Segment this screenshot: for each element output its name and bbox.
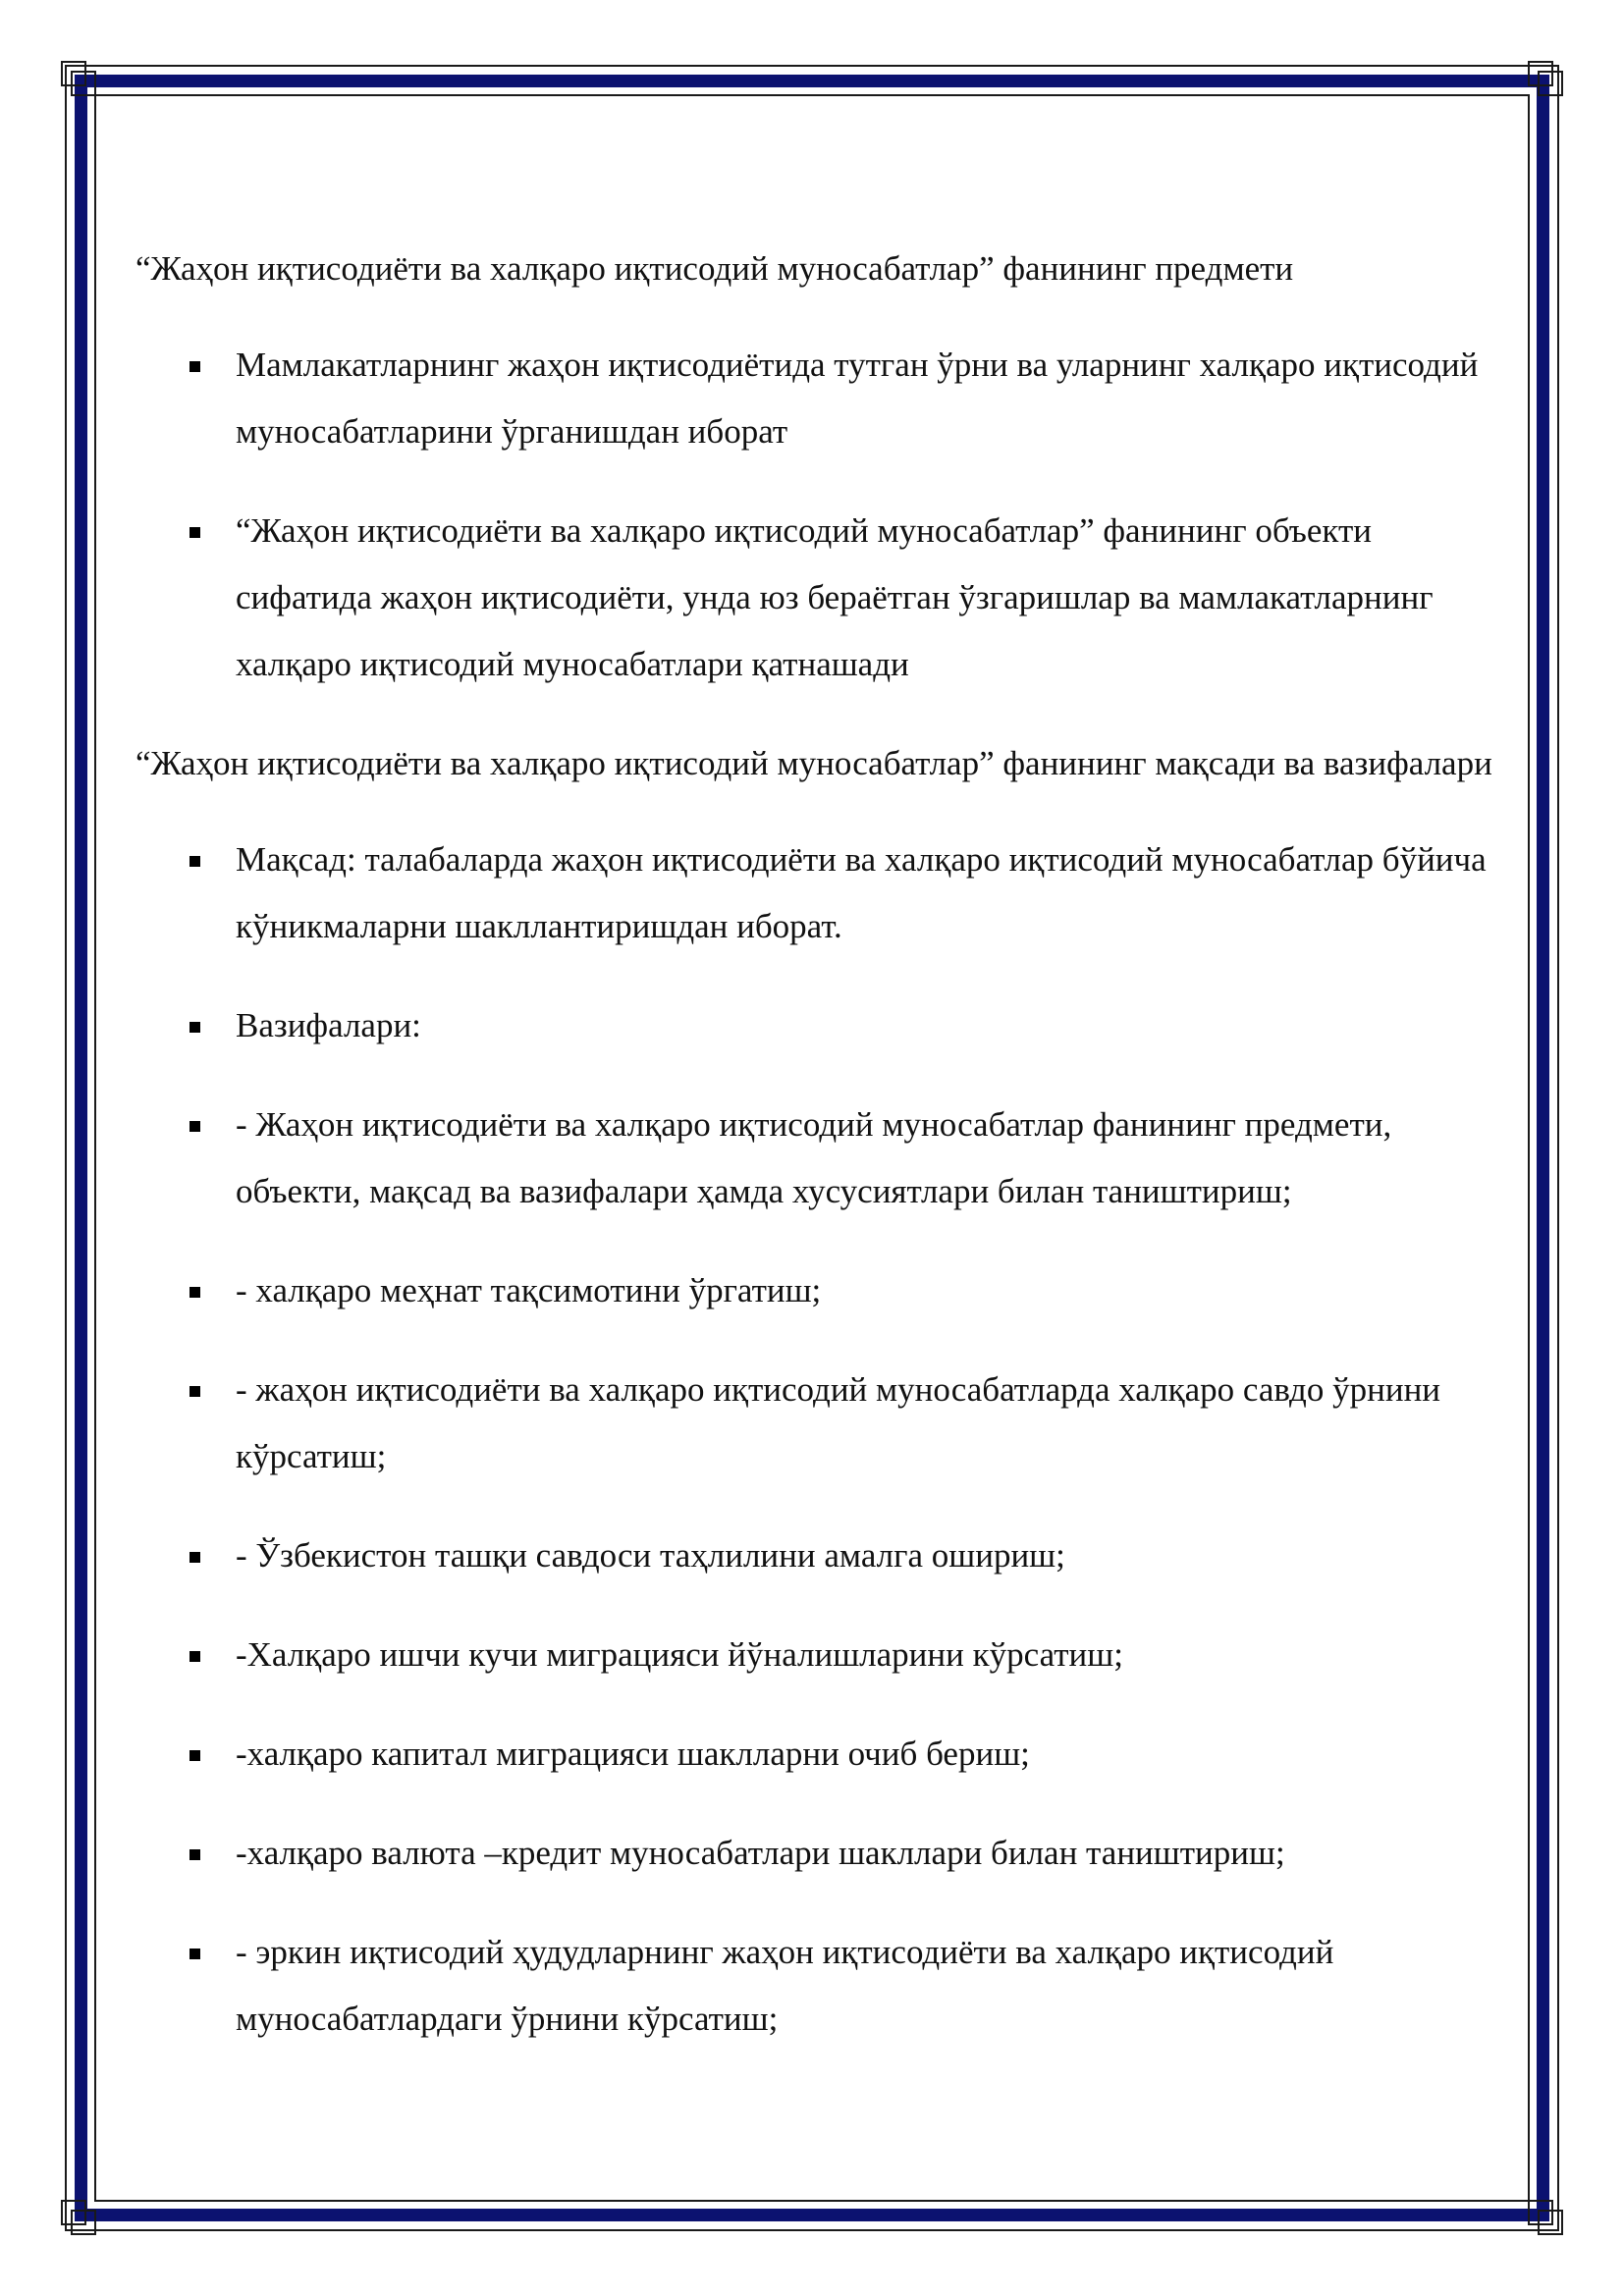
list-item <box>135 1721 1510 1788</box>
list-item-text: - жаҳон иқтисодиёти ва халқаро иқтисодий муносабатларда халқаро савдо ўрнини кўрсатиш; <box>236 1370 1441 1475</box>
list-item <box>135 827 1510 960</box>
list-item <box>135 1092 1510 1225</box>
list-item-text: Мамлакатларнинг жаҳон иқтисодиётида тутган ўрни ва уларнинг халқаро иқтисодий муносабатларини ўрганишдан иборат <box>236 346 1479 451</box>
list-item-text: “Жаҳон иқтисодиёти ва халқаро иқтисодий муносабатлар” фанининг объекти сифатида жаҳон иқтисодиёти, унда юз бераётган ўзгаришлар ва мамлакатларнинг халқаро иқтисодий муносабатлари қатнашади <box>236 511 1434 683</box>
list-item <box>135 1919 1510 2053</box>
list-item-text: Вазифалари: <box>236 1006 421 1044</box>
border-corner-ornament <box>61 2200 96 2235</box>
list-item <box>135 992 1510 1059</box>
square-bullet-icon <box>189 1386 200 1397</box>
square-bullet-icon <box>189 1849 200 1860</box>
border-corner-ornament <box>1528 2200 1563 2235</box>
list-item <box>135 1622 1510 1688</box>
square-bullet-icon <box>189 1552 200 1563</box>
list-item <box>135 498 1510 698</box>
square-bullet-icon <box>189 1121 200 1132</box>
list-item-text: Мақсад: талабаларда жаҳон иқтисодиёти ва халқаро иқтисодий муносабатлар бўйича кўникмаларни шакллантиришдан иборат. <box>236 840 1487 945</box>
section-heading-goals: “Жаҳон иқтисодиёти ва халқаро иқтисодий муносабатлар” фанининг мақсади ва вазифалари <box>135 744 1492 782</box>
border-corner-ornament <box>1528 61 1563 96</box>
list-item <box>135 1820 1510 1887</box>
list-item-text: - Ўзбекистон ташқи савдоси таҳлилини амалга ошириш; <box>236 1536 1065 1575</box>
square-bullet-icon <box>189 1287 200 1298</box>
list-item-text: - Жаҳон иқтисодиёти ва халқаро иқтисодий муносабатлар фанининг предмети, объекти, мақсад ва вазифалари ҳамда хусусиятлари билан таништириш; <box>236 1105 1392 1210</box>
square-bullet-icon <box>189 1651 200 1662</box>
list-item-text: -Халқаро ишчи кучи миграцияси йўналишларини кўрсатиш; <box>236 1635 1123 1674</box>
list-item-text: - халқаро меҳнат тақсимотини ўргатиш; <box>236 1271 822 1309</box>
list-item-text: - эркин иқтисодий ҳудудларнинг жаҳон иқтисодиёти ва халқаро иқтисодий муносабатлардаги ўрнини кўрсатиш; <box>236 1933 1334 2038</box>
square-bullet-icon <box>189 1750 200 1761</box>
list-item-text: -халқаро валюта –кредит муносабатлари шакллари билан таништириш; <box>236 1834 1285 1872</box>
list-item <box>135 1257 1510 1324</box>
square-bullet-icon <box>189 856 200 867</box>
list-item <box>135 332 1510 465</box>
list-item-text: -халқаро капитал миграцияси шаклларни очиб бериш; <box>236 1735 1030 1773</box>
square-bullet-icon <box>189 1949 200 1959</box>
square-bullet-icon <box>189 527 200 538</box>
square-bullet-icon <box>189 361 200 372</box>
square-bullet-icon <box>189 1022 200 1033</box>
section-heading-subject: “Жаҳон иқтисодиёти ва халқаро иқтисодий муносабатлар” фанининг предмети <box>135 249 1294 288</box>
document-body <box>135 236 1510 2085</box>
border-corner-ornament <box>61 61 96 96</box>
list-item <box>135 1522 1510 1589</box>
list-item <box>135 1357 1510 1490</box>
